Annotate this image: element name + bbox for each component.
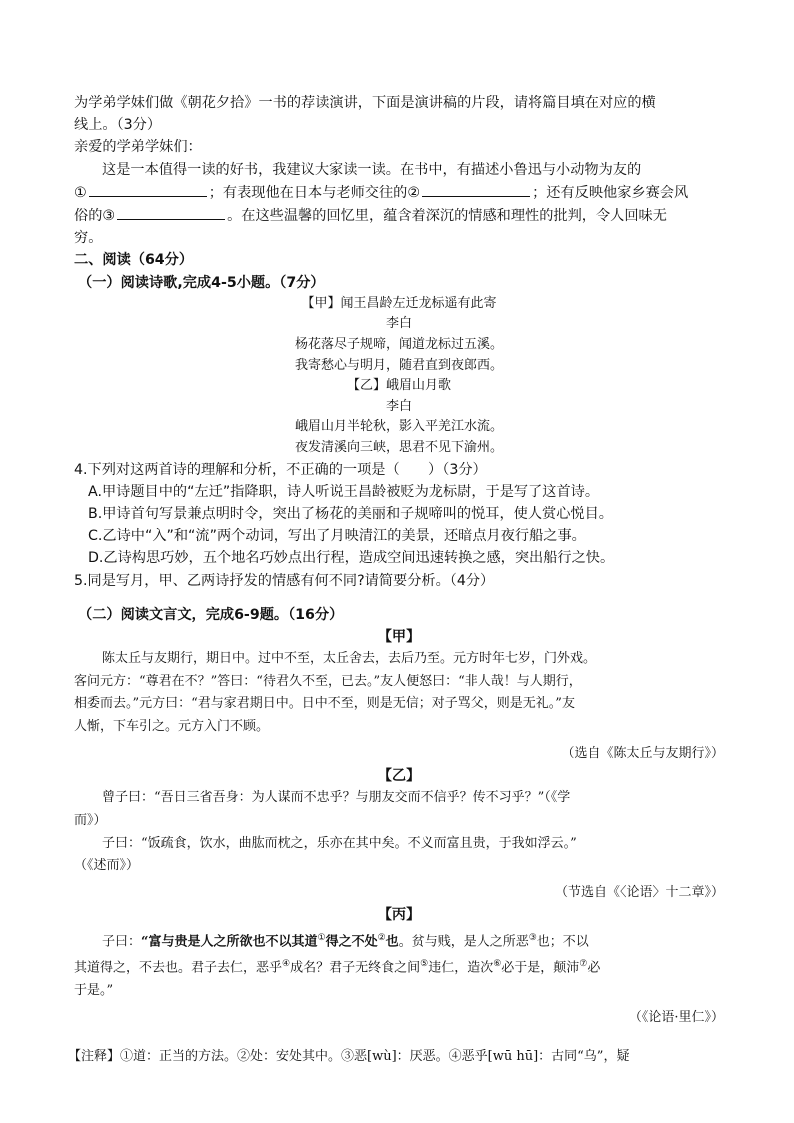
text-c-line-2-part-c: 违仁，造次 xyxy=(428,960,494,976)
text-c-line-2 xyxy=(74,953,724,980)
question-4-option-b: B.甲诗首句写景兼点明时令，突出了杨花的美丽和子规啼叫的悦耳，使人赏心悦目。 xyxy=(88,505,613,522)
poem-a-title: 【甲】闻王昌龄左迁龙标遥有此寄 xyxy=(301,295,497,311)
part2-heading: （二）阅读文言文，完成6-9题。（16分） xyxy=(78,606,344,623)
poem-b-title: 【乙】峨眉山月歌 xyxy=(346,378,451,394)
blank-1-marker: ① xyxy=(74,184,87,201)
note-ref-7: ⑦ xyxy=(579,959,588,970)
text-c-line-1-rest: 。贫与贱，是人之所恶 xyxy=(398,933,529,949)
note-ref-5: ⑤ xyxy=(420,959,429,970)
question-4-stem: 4.下列对这两首诗的理解和分析，不正确的一项是（ ）（3分） xyxy=(74,461,487,478)
intro-line-1: 为学弟学妹们做《朝花夕拾》一书的荐读演讲，下面是演讲稿的片段，请将篇目填在对应的横 xyxy=(74,95,656,111)
text-b-label: 【乙】 xyxy=(377,768,421,785)
text-a-line-1: 陈太丘与友期行，期日中。过中不至，太丘舍去，去后乃至。元方时年七岁，门外戏。 xyxy=(102,651,597,667)
intro-line-5-end: ；还有反映他家乡赛会风 xyxy=(532,184,689,201)
text-c-speaker: 子曰： xyxy=(102,933,142,949)
text-b-line-4: （《述而》） xyxy=(74,858,140,874)
poem-a-author: 李白 xyxy=(385,316,412,332)
exam-page xyxy=(68,92,724,1068)
intro-line-2: 线上。（3分） xyxy=(74,117,162,134)
text-c-source: （《论语·里仁》） xyxy=(628,1009,724,1025)
text-b-line-1: 曾子曰：“吾日三省吾身：为人谋而不忠乎？与朋友交而不信乎？传不习乎？”（《学 xyxy=(102,790,571,806)
section-heading: 二、阅读（64分） xyxy=(74,252,194,269)
text-c-line-2-part-a: 其道得之，不去也。君子去仁，恶乎 xyxy=(74,960,283,976)
intro-line-7: 穷。 xyxy=(74,230,103,247)
poem-a-line-1: 杨花落尽子规啼，闻道龙标过五溪。 xyxy=(294,337,503,353)
note-ref-1: ① xyxy=(317,932,326,943)
intro-line-4: 这是一本值得一读的好书，我建议大家读一读。在书中，有描述小鲁迅与小动物为友的 xyxy=(102,161,642,178)
answer-blank-3[interactable] xyxy=(117,204,225,220)
annotations: 【注释】①道：正当的方法。②处：安处其中。③恶[wù]：厌恶。④恶乎[wū hū]：古同“乌”，疑 xyxy=(68,1048,630,1064)
note-ref-3: ③ xyxy=(528,932,537,943)
intro-line-5-mid: ；有表现他在日本与老师交往的② xyxy=(208,184,421,201)
poem-b-line-1: 峨眉山月半轮秋，影入平羌江水流。 xyxy=(294,419,503,435)
text-c-label: 【丙】 xyxy=(377,907,421,924)
note-ref-4: ④ xyxy=(282,959,291,970)
intro-line-6-end: 。在这些温馨的回忆里，蕴含着深沉的情感和理性的批判，令人回味无 xyxy=(227,208,667,225)
question-5: 5.同是写月，甲、乙两诗抒发的情感有何不同?请简要分析。（4分） xyxy=(74,572,495,589)
poem-b-line-2: 夜发清溪向三峡，思君不见下渝州。 xyxy=(294,439,503,455)
text-c-line-3: 于是。” xyxy=(74,983,114,999)
part1-heading: （一）阅读诗歌,完成4-5小题。（7分） xyxy=(78,274,325,291)
question-4-option-c: C.乙诗中“入”和“流”两个动词，写出了月映清江的美景，还暗点月夜行船之事。 xyxy=(88,528,586,545)
blank-3-marker: 俗的③ xyxy=(74,208,116,225)
text-b-source: （节选自《〈论语〉十二章》） xyxy=(554,884,724,900)
text-c-line-2-part-d: 必于是，颠沛 xyxy=(501,960,580,976)
text-c-line-1-end: 也；不以 xyxy=(536,933,589,949)
text-c-line-2-part-e: 必 xyxy=(587,960,601,976)
text-b-line-3: 子曰：“饭疏食，饮水，曲肱而枕之，乐亦在其中矣。不义而富且贵，于我如浮云。” xyxy=(102,835,577,851)
text-a-label: 【甲】 xyxy=(377,629,421,645)
text-c-quote-bold-3: 也 xyxy=(385,933,399,949)
text-c-quote-bold-1: “富与贵是人之所欲也不以其道 xyxy=(141,933,318,949)
note-ref-2: ② xyxy=(377,932,386,943)
question-4-option-a: A.甲诗题目中的“左迁”指降职，诗人听说王昌龄被贬为龙标尉，于是写了这首诗。 xyxy=(88,483,600,500)
intro-line-5 xyxy=(74,181,724,204)
intro-line-6 xyxy=(74,204,724,227)
text-c-quote-bold-2: 得之不处 xyxy=(325,933,378,949)
poem-b-author: 李白 xyxy=(385,398,412,414)
text-c-line-2-part-b: 成名？君子无终食之间 xyxy=(290,960,421,976)
note-ref-6: ⑥ xyxy=(493,959,502,970)
answer-blank-1[interactable] xyxy=(89,181,207,197)
answer-blank-2[interactable] xyxy=(422,181,530,197)
question-4-option-d: D.乙诗构思巧妙，五个地名巧妙点出行程，造成空间迅速转换之感，突出船行之快。 xyxy=(88,550,615,567)
text-a-source: （选自《陈太丘与友期行》） xyxy=(561,745,724,761)
text-c-line-1 xyxy=(74,927,724,954)
text-a-line-2: 客问元方：“尊君在不？”答曰：“待君久不至，已去。”友人便怒曰：“非人哉！与人期行， xyxy=(74,673,582,689)
intro-greeting: 亲爱的学弟学妹们： xyxy=(74,139,202,156)
text-b-line-2: 而》） xyxy=(74,812,107,828)
text-a-line-3: 相委而去。”元方曰：“君与家君期日中。日中不至，则是无信；对子骂父，则是无礼。”友 xyxy=(74,696,575,712)
text-a-line-4: 人惭，下车引之。元方入门不顾。 xyxy=(74,718,270,734)
poem-a-line-2: 我寄愁心与明月，随君直到夜郎西。 xyxy=(294,357,503,373)
